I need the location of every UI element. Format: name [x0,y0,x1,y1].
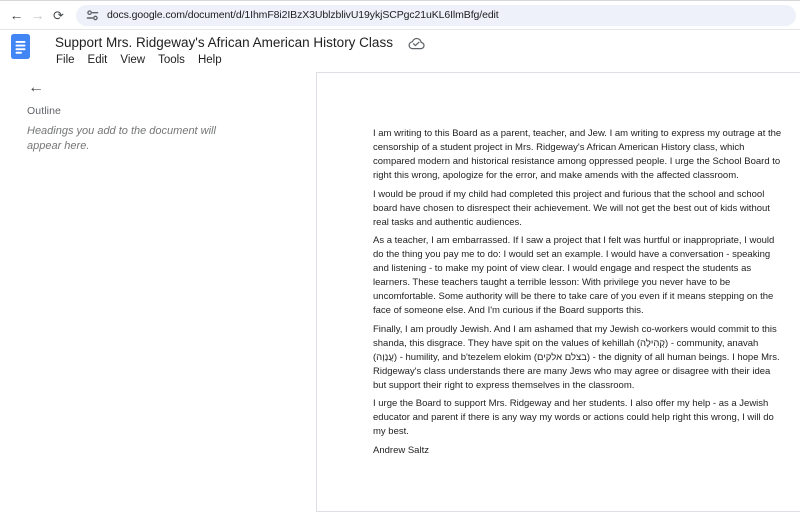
doc-paragraph[interactable]: I am writing to this Board as a parent, teacher, and Jew. I am writing to express my outrage at the censorship of a student project in Mrs. Ridgeway's African American History class, which compared modern and historical resistance among oppressed people. I urge the School Board to right this wrong, apologize for the error, and make amends with the affected classroom. [373,128,782,181]
menu-edit[interactable]: Edit [87,54,108,66]
menu-bar [56,54,222,66]
doc-paragraph[interactable]: I would be proud if my child had completed this project and furious that the school and school board have chosen to disrespect their achievement. We will not get the best out of kids without real tasks and authentic audiences. [373,188,770,228]
doc-paragraph[interactable]: I urge the Board to support Mrs. Ridgeway and her students. I also offer my help - as a Jewish educator and parent if there is any way my words or actions could help right this wrong, I will do my best. [373,398,774,437]
menu-view[interactable]: View [120,54,146,66]
url-text: docs.google.com/document/d/1IhmF8i2IBzX3UblzblivU19ykjSCPgc21uKL6IlmBfg/edit [107,9,499,21]
docs-header [0,31,800,69]
browser-forward-button[interactable]: → [30,7,45,23]
document-page[interactable] [316,72,800,512]
outline-heading: Outline [27,105,61,117]
doc-paragraph[interactable]: As a teacher, I am embarrassed. If I saw a project that I felt was hurtful or inappropriate, I would do the thing you pay me to do: I would set an example. I would have a conversation - speaking and listening - to make my point of view clear. I would engage and respect the students as learners. These teachers taught a terrible lesson: With privilege you never have to be uncomfortable. Some authority will be there to take care of you even if it means stepping on the face of someone else. And I'm curious if the Board supports this. [373,235,775,316]
menu-help[interactable]: Help [197,54,222,66]
document-title[interactable]: Support Mrs. Ridgeway's African American History Class [55,35,393,50]
browser-toolbar [0,0,800,30]
menu-file[interactable]: File [56,54,75,66]
doc-signature[interactable]: Andrew Saltz [373,444,429,456]
google-docs-icon[interactable] [11,34,30,59]
save-status-cloud-icon[interactable] [408,37,425,50]
outline-collapse-arrow-icon[interactable]: ← [28,79,44,96]
site-info-icon[interactable] [86,9,99,22]
browser-reload-button[interactable]: ⟳ [53,7,64,23]
menu-tools[interactable]: Tools [158,54,185,66]
address-bar[interactable] [76,5,796,26]
doc-paragraph[interactable]: Finally, I am proudly Jewish. And I am ashamed that my Jewish co-workers would commit to this shanda, this disgrace. They have spit on the values of kehillah (קְהִילָה) - community, anavah (עֲנָוָה) - humility, and b'tezelem elokim (בצלם אלקים) - the dignity of all human beings. I hope Mrs. Ridgeway's class understands there are many Jews who may agree or disagree with their idea but support their right to express themselves in the classroom. [373,323,780,391]
outline-panel [0,67,300,491]
document-body-text[interactable] [317,73,783,458]
browser-back-button[interactable]: ← [9,7,24,23]
outline-empty-hint: Headings you add to the document will appear here. [27,125,216,153]
